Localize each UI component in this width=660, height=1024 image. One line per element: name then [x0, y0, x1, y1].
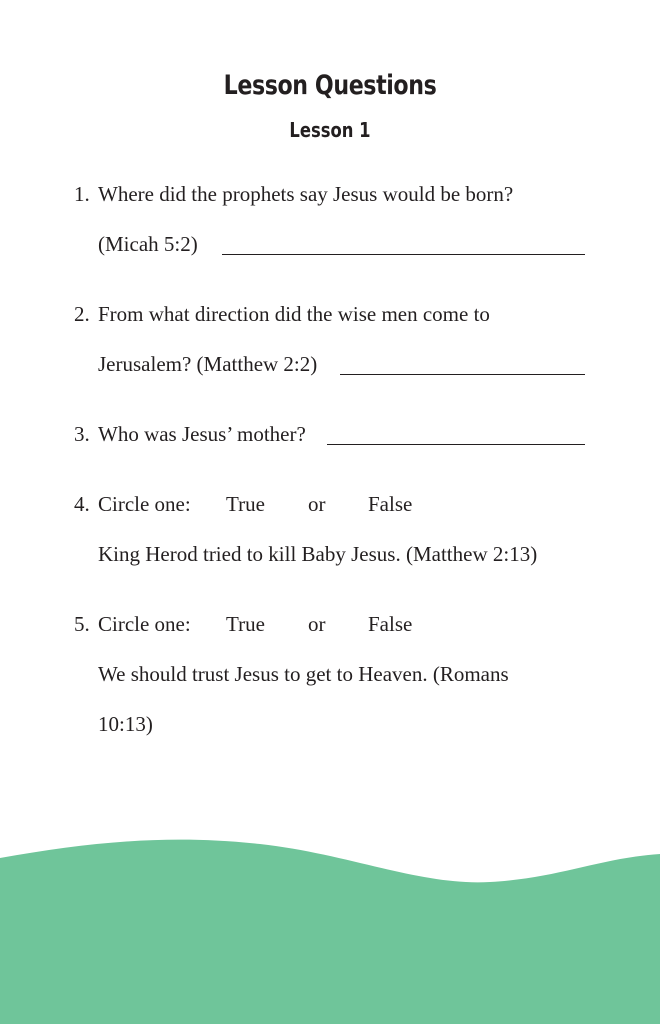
- choice-or: or: [308, 612, 326, 636]
- page-subtitle: Lesson 1: [289, 118, 371, 142]
- question-number: 3.: [74, 422, 90, 446]
- circle-one-prompt: Circle one:: [98, 612, 191, 636]
- question-number: 2.: [74, 302, 90, 326]
- wave-shape: [0, 840, 660, 1024]
- answer-blank-2[interactable]: [340, 374, 585, 375]
- question-text: From what direction did the wise men come to: [98, 302, 490, 326]
- page-title: Lesson Questions: [223, 70, 437, 101]
- question-number: 4.: [74, 492, 90, 516]
- choice-true[interactable]: True: [226, 612, 265, 636]
- question-number: 5.: [74, 612, 90, 636]
- question-number: 1.: [74, 182, 90, 206]
- question-text: Who was Jesus’ mother?: [98, 422, 306, 446]
- decorative-wave: [0, 830, 660, 1024]
- question-statement: King Herod tried to kill Baby Jesus. (Matthew 2:13): [98, 542, 538, 566]
- answer-blank-3[interactable]: [327, 444, 585, 445]
- choice-or: or: [308, 492, 326, 516]
- question-statement: We should trust Jesus to get to Heaven. (Romans: [98, 662, 509, 686]
- circle-one-prompt: Circle one:: [98, 492, 191, 516]
- question-reference: Jerusalem? (Matthew 2:2): [98, 352, 318, 376]
- answer-blank-1[interactable]: [222, 254, 585, 255]
- question-text: Where did the prophets say Jesus would be born?: [98, 182, 514, 206]
- choice-false[interactable]: False: [368, 612, 413, 636]
- choice-true[interactable]: True: [226, 492, 265, 516]
- question-reference: (Micah 5:2): [98, 232, 198, 256]
- question-statement-continued: 10:13): [98, 712, 153, 736]
- choice-false[interactable]: False: [368, 492, 413, 516]
